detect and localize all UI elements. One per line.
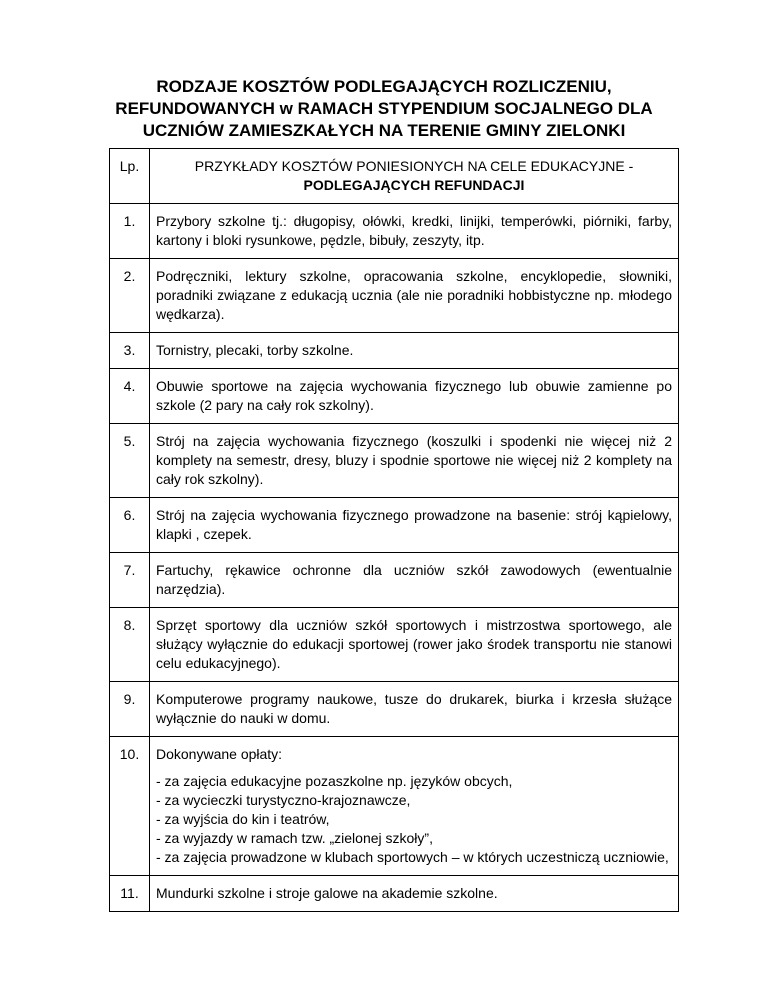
table-row (110, 204, 679, 259)
header-line: PRZYKŁADY KOSZTÓW PONIESIONYCH NA CELE EDUKACYJNE - (194, 158, 634, 174)
list-item: - za wyjścia do kin i teatrów, (156, 811, 330, 827)
fees-list (156, 772, 672, 867)
table-row (110, 553, 679, 608)
row-text: Komputerowe programy naukowe, tusze do drukarek, biurka i krzesła służące wyłącznie do nauki w domu. (150, 682, 679, 737)
header-lp: Lp. (110, 149, 150, 204)
table-row (110, 498, 679, 553)
row-text: Sprzęt sportowy dla uczniów szkół sportowych i mistrzostwa sportowego, ale służący wyłącznie do edukacji sportowej (rower jako środek transportu nie stanowi celu edukacyjnego). (150, 608, 679, 682)
row-text: Dokonywane opłaty: (156, 746, 283, 762)
row-text: Fartuchy, rękawice ochronne dla uczniów szkół zawodowych (ewentualnie narzędzia). (150, 553, 679, 608)
row-number: 4. (110, 369, 150, 424)
header-description (150, 149, 679, 204)
table-row (110, 369, 679, 424)
list-item: - za zajęcia prowadzone w klubach sportowych – w których uczestniczą uczniowie, (156, 849, 669, 865)
header-line-bold: PODLEGAJĄCYCH REFUNDACJI (303, 177, 525, 193)
row-text: Przybory szkolne tj.: długopisy, ołówki, kredki, linijki, temperówki, piórniki, farby, kartony i bloki rysunkowe, pędzle, bibuły, zeszyty, itp. (150, 204, 679, 259)
table-row (110, 682, 679, 737)
row-number: 2. (110, 259, 150, 333)
row-fees (150, 737, 679, 876)
table-header-row (110, 149, 679, 204)
table-row (110, 424, 679, 498)
list-item: - za wyjazdy w ramach tzw. „zielonej szkoły”, (156, 830, 433, 846)
table-row (110, 259, 679, 333)
row-number: 6. (110, 498, 150, 553)
row-text: Obuwie sportowe na zajęcia wychowania fizycznego lub obuwie zamienne po szkole (2 pary na cały rok szkolny). (150, 369, 679, 424)
row-text: Tornistry, plecaki, torby szkolne. (150, 333, 679, 369)
row-number: 5. (110, 424, 150, 498)
document-title (60, 76, 708, 142)
costs-table (109, 148, 679, 912)
title-line: REFUNDOWANYCH w RAMACH STYPENDIUM SOCJALNEGO DLA (115, 99, 653, 118)
row-number: 10. (110, 737, 150, 876)
row-number: 8. (110, 608, 150, 682)
row-text: Strój na zajęcia wychowania fizycznego prowadzone na basenie: strój kąpielowy, klapki , czepek. (150, 498, 679, 553)
title-line: RODZAJE KOSZTÓW PODLEGAJĄCYCH ROZLICZENIU, (156, 77, 612, 96)
row-text: Mundurki szkolne i stroje galowe na akademie szkolne. (150, 876, 679, 912)
row-number: 7. (110, 553, 150, 608)
table-row (110, 608, 679, 682)
row-number: 3. (110, 333, 150, 369)
row-number: 1. (110, 204, 150, 259)
row-number: 11. (110, 876, 150, 912)
list-item: - za wycieczki turystyczno-krajoznawcze, (156, 792, 411, 808)
table-row (110, 876, 679, 912)
row-text: Strój na zajęcia wychowania fizycznego (koszulki i spodenki nie więcej niż 2 komplety na semestr, dresy, bluzy i spodnie sportowe nie więcej niż 2 komplety na cały rok szkolny). (150, 424, 679, 498)
table-row (110, 333, 679, 369)
row-text: Podręczniki, lektury szkolne, opracowania szkolne, encyklopedie, słowniki, poradniki związane z edukacją ucznia (ale nie poradniki hobbistyczne np. młodego wędkarza). (150, 259, 679, 333)
list-item: - za zajęcia edukacyjne pozaszkolne np. języków obcych, (156, 773, 513, 789)
table-row (110, 737, 679, 876)
row-number: 9. (110, 682, 150, 737)
title-line: UCZNIÓW ZAMIESZKAŁYCH NA TERENIE GMINY ZIELONKI (142, 121, 626, 140)
